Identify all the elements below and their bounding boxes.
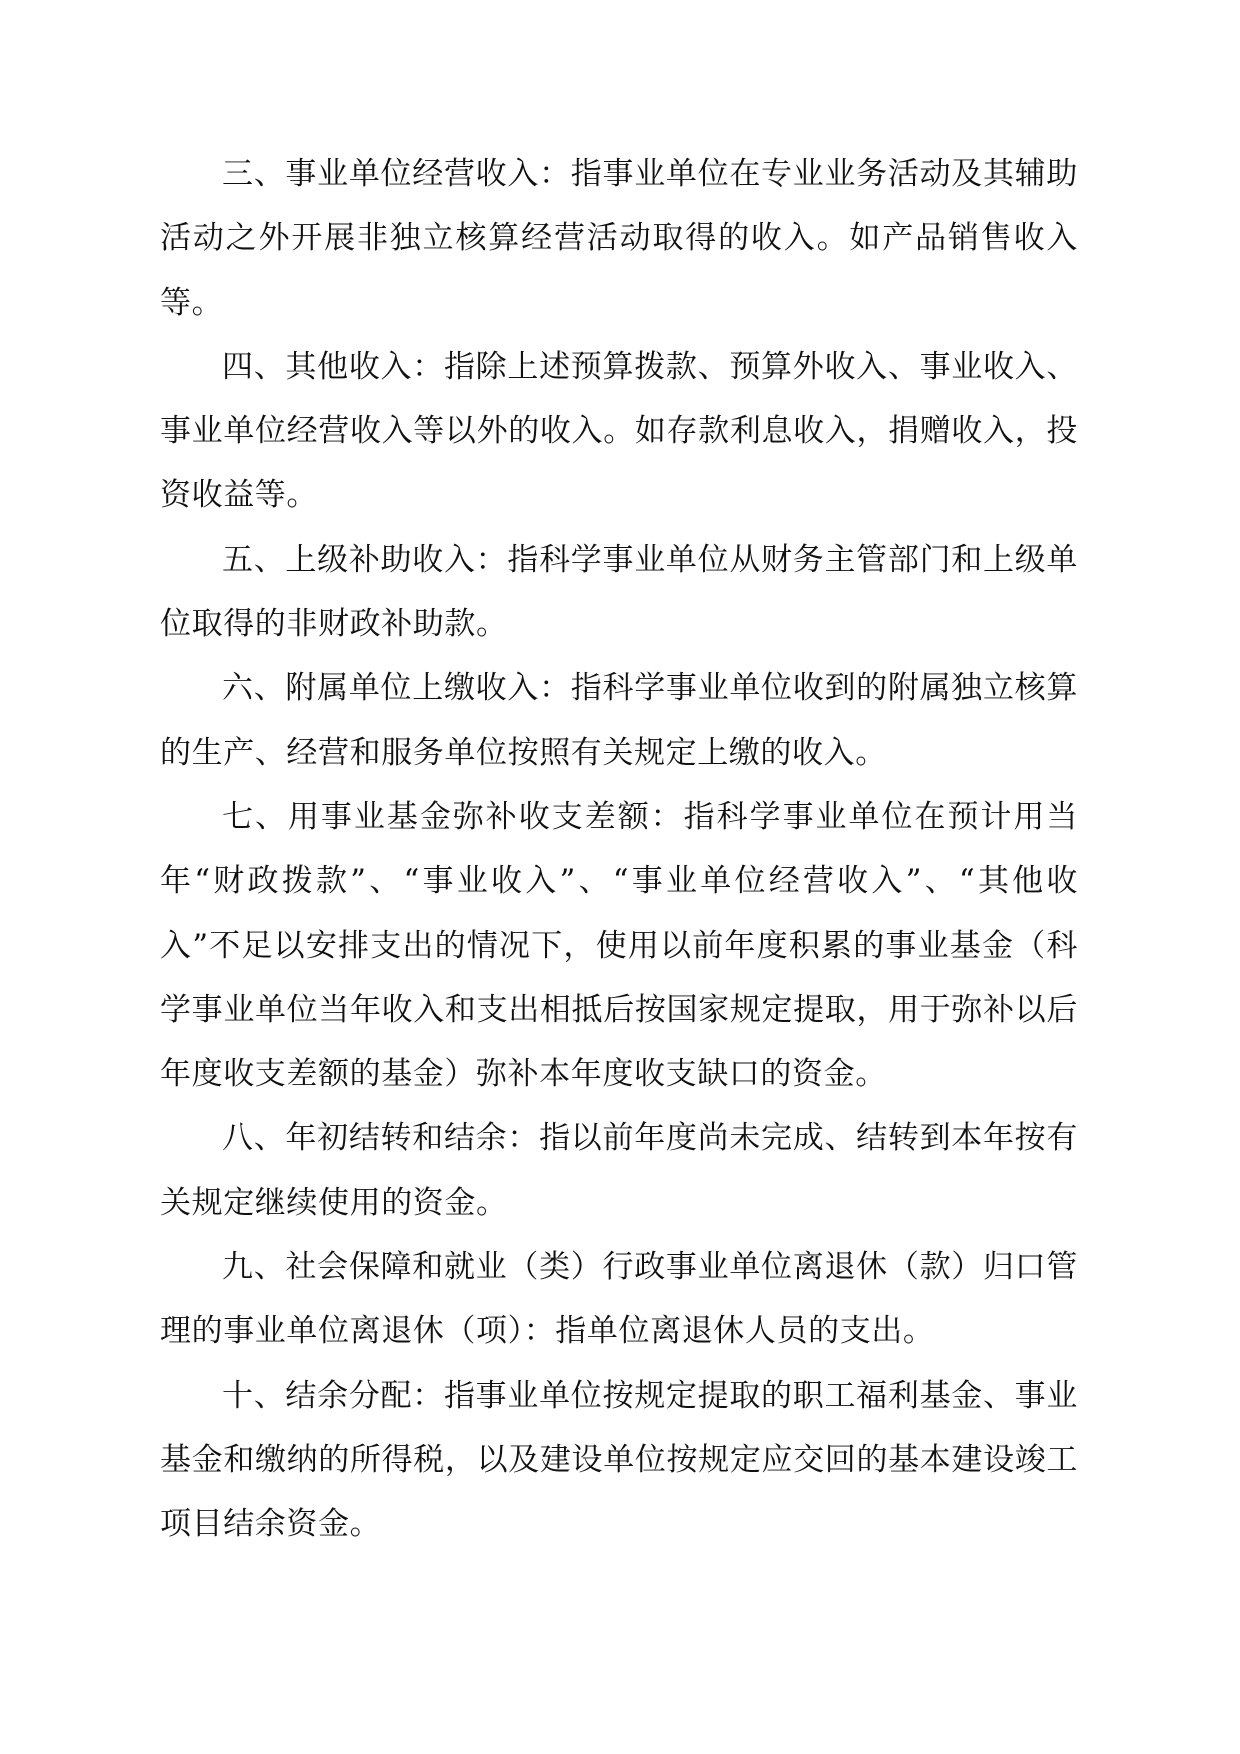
paragraph-surplus-distribution: 十、结余分配：指事业单位按规定提取的职工福利基金、事业基金和缴纳的所得税，以及建设单位按规定应交回的基本建设竣工项目结余资金。 [160,1377,1078,1543]
paragraph-affiliated-unit-income: 六、附属单位上缴收入：指科学事业单位收到的附属独立核算的生产、经营和服务单位按照有关规定上缴的收入。 [160,670,1078,771]
paragraph-carryover-balance: 八、年初结转和结余：指以前年度尚未完成、结转到本年按有关规定继续使用的资金。 [160,1120,1078,1221]
paragraph-business-income: 三、事业单位经营收入：指事业单位在专业业务活动及其辅助活动之外开展非独立核算经营活动取得的收入。如产品销售收入等。 [160,156,1078,321]
paragraph-fund-offset-deficit: 七、用事业基金弥补收支差额：指科学事业单位在预计用当年“财政拨款”、“事业收入”、“事业单位经营收入”、“其他收入”不足以安排支出的情况下，使用以前年度积累的事业基金（科学事业单位当年收入和支出相抵后按国家规定提取，用于弥补以后年度收支差额的基金）弥补本年度收支缺口的资金。 [160,798,1078,1093]
paragraph-other-income: 四、其他收入：指除上述预算拨款、预算外收入、事业收入、事业单位经营收入等以外的收入。如存款利息收入，捐赠收入，投资收益等。 [160,348,1078,514]
paragraph-retiree-expenditure: 九、社会保障和就业（类）行政事业单位离退休（款）归口管理的事业单位离退休（项）：指单位离退休人员的支出。 [160,1249,1078,1350]
document-body [160,142,1078,1557]
paragraph-superior-subsidy-income: 五、上级补助收入：指科学事业单位从财务主管部门和上级单位取得的非财政补助款。 [160,541,1078,643]
